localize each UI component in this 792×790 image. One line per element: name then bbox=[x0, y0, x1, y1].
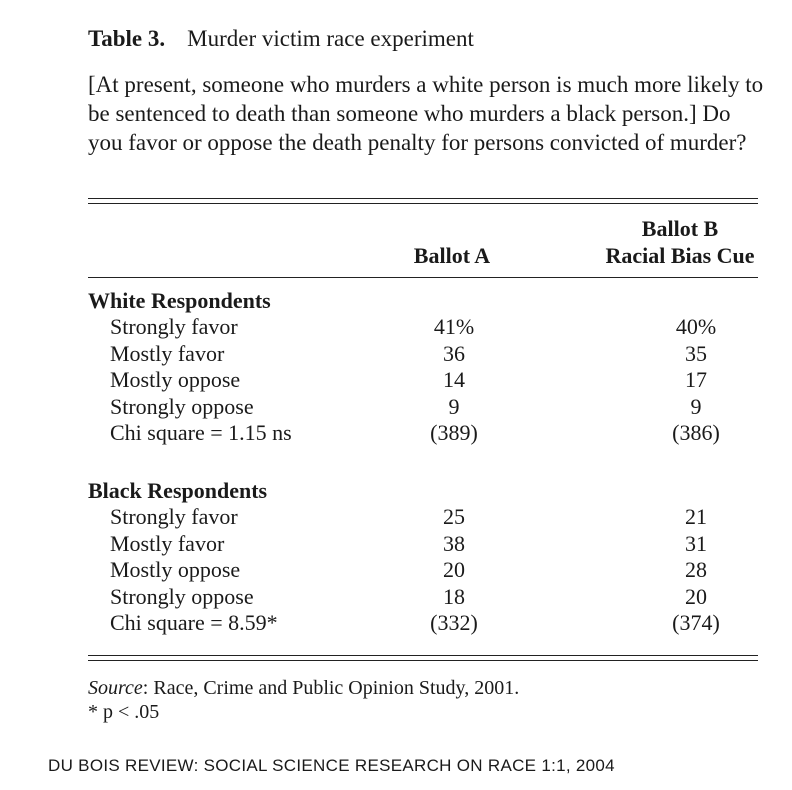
table-number: Table 3. bbox=[88, 26, 166, 51]
top-rule-2 bbox=[88, 203, 758, 204]
cell-ballot-b-n: (374) bbox=[672, 610, 720, 635]
row-label: Strongly favor bbox=[110, 314, 238, 339]
cell-ballot-b: 31 bbox=[685, 530, 707, 556]
section-title-white: White Respondents bbox=[88, 288, 271, 313]
row-label-chi-square: Chi square = 1.15 ns bbox=[110, 420, 292, 445]
cell-ballot-a-n: (389) bbox=[430, 420, 478, 445]
survey-question: [At present, someone who murders a white person is much more likely to be sentenced to death than someone who murders a black person.] Do you favor or oppose the death penalty for persons convicted of murder? bbox=[88, 72, 764, 155]
cell-ballot-b: 35 bbox=[685, 340, 707, 366]
cell-ballot-b: 9 bbox=[690, 393, 702, 419]
row-label-chi-square: Chi square = 8.59* bbox=[110, 610, 278, 635]
column-header-ballot-b-line1: Ballot B bbox=[641, 216, 719, 241]
column-header-ballot-b-line2: Racial Bias Cue bbox=[605, 243, 755, 268]
cell-ballot-a: 14 bbox=[443, 367, 465, 392]
row-label: Mostly oppose bbox=[110, 557, 241, 582]
significance-note: * p < .05 bbox=[88, 701, 160, 723]
table-title bbox=[88, 26, 474, 52]
cell-ballot-b-n: (386) bbox=[672, 420, 720, 445]
row-label: Strongly oppose bbox=[110, 583, 254, 609]
cell-ballot-a: 36 bbox=[443, 340, 465, 366]
cell-ballot-b: 20 bbox=[685, 583, 707, 609]
table-caption: Murder victim race experiment bbox=[187, 26, 474, 51]
cell-ballot-a: 20 bbox=[443, 557, 465, 582]
cell-ballot-a: 18 bbox=[443, 583, 465, 609]
header-rule bbox=[88, 277, 758, 278]
column-header-ballot-b bbox=[590, 215, 770, 269]
column-header-ballot-a: Ballot A bbox=[413, 243, 491, 268]
table-source bbox=[88, 676, 519, 724]
cell-ballot-b: 28 bbox=[685, 557, 707, 582]
top-rule bbox=[88, 198, 758, 199]
row-label: Mostly oppose bbox=[110, 367, 241, 392]
cell-ballot-a: 25 bbox=[443, 504, 465, 529]
section-title-black: Black Respondents bbox=[88, 478, 268, 503]
bottom-rule bbox=[88, 655, 758, 656]
journal-footer: DU BOIS REVIEW: SOCIAL SCIENCE RESEARCH ON RACE 1:1, 2004 bbox=[48, 756, 615, 775]
cell-ballot-a: 9 bbox=[448, 393, 460, 419]
source-text: : Race, Crime and Public Opinion Study, 2001. bbox=[142, 677, 520, 699]
row-label: Mostly favor bbox=[110, 530, 225, 556]
row-label: Mostly favor bbox=[110, 340, 225, 366]
cell-ballot-a: 38 bbox=[443, 530, 465, 556]
cell-ballot-b: 17 bbox=[685, 367, 707, 392]
source-label: Source bbox=[88, 677, 143, 699]
cell-ballot-b: 21 bbox=[685, 504, 707, 529]
bottom-rule-2 bbox=[88, 660, 758, 661]
cell-ballot-b: 40% bbox=[675, 314, 717, 339]
row-label: Strongly oppose bbox=[110, 393, 254, 419]
cell-ballot-a-n: (332) bbox=[430, 610, 478, 635]
cell-ballot-a: 41% bbox=[433, 314, 475, 339]
row-label: Strongly favor bbox=[110, 504, 238, 529]
